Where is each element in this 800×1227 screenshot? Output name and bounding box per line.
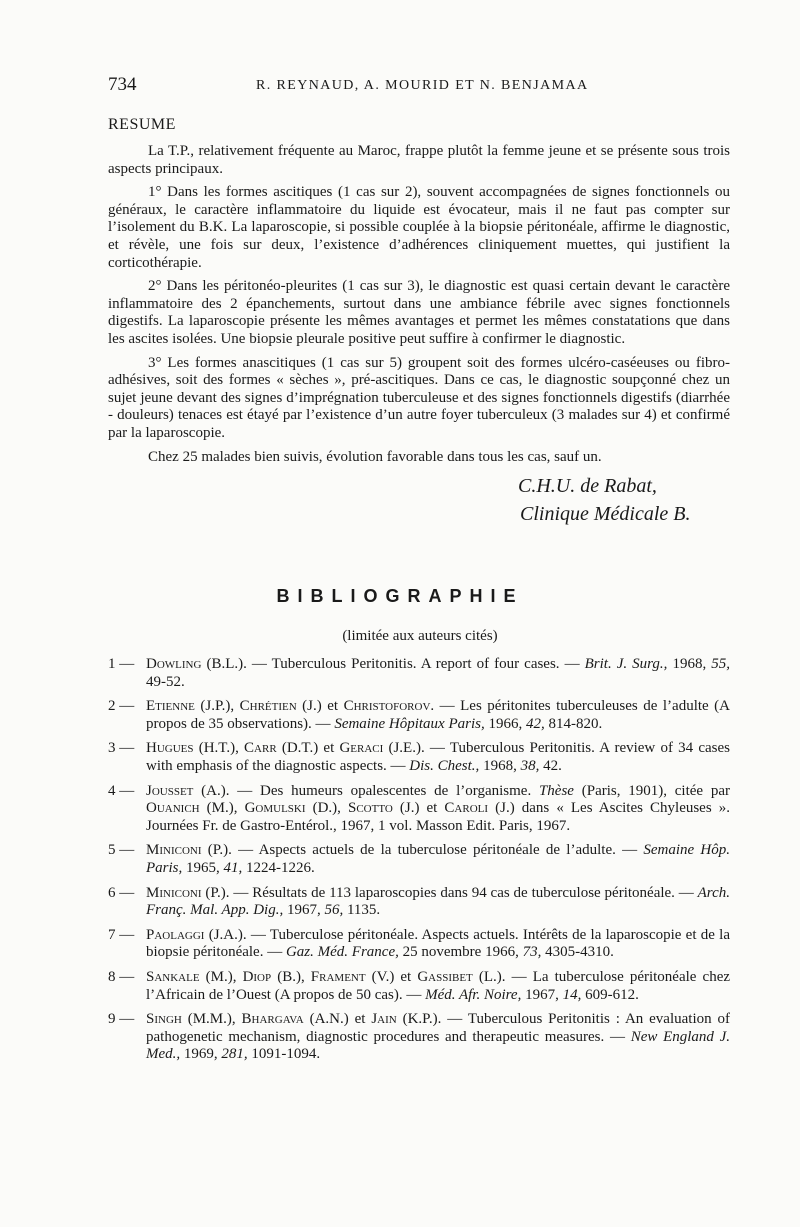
author-name: Ouanich [146, 800, 200, 817]
reference-text [146, 842, 730, 877]
citation-text: (Paris, 1901), citée par [573, 782, 731, 799]
citation-text: (M.M.), [181, 1011, 242, 1028]
citation-italic: 38, [520, 757, 540, 774]
author-name: Scotto [348, 800, 393, 817]
reference-number: 7 — [108, 926, 135, 943]
reference-item [108, 1011, 730, 1064]
reference-item [108, 927, 730, 962]
citation-text: (H.T.), [193, 740, 245, 757]
author-name: Miniconi [146, 884, 202, 901]
author-name: Paolaggi [146, 926, 205, 943]
citation-text: (D.), [305, 800, 348, 817]
citation-italic: 42, [525, 715, 545, 732]
reference-number: 2 — [108, 698, 135, 715]
citation-text: (J.A.). — Tuberculose péritonéale. Aspects actuels. Intérêts de la laparoscopie et de la biopsie péritonéale. — [146, 926, 730, 961]
citation-text: 4305-4310. [541, 944, 614, 961]
affiliation-signature [518, 472, 691, 528]
affiliation-line: C.H.U. de Rabat, [518, 475, 657, 497]
citation-text: 25 novembre 1966, [398, 944, 523, 961]
citation-text: 42. [539, 757, 562, 774]
author-name: Carr [244, 740, 277, 757]
author-name: Singh [146, 1011, 182, 1028]
citation-text: 49-52. [146, 673, 185, 690]
reference-number: 8 — [108, 968, 135, 985]
citation-italic: Thèse [538, 782, 574, 799]
author-name: Geraci [339, 740, 384, 757]
author-name: Chrétien [239, 698, 297, 715]
resume-paragraph: Chez 25 malades bien suivis, évolution favorable dans tous les cas, sauf un. [148, 448, 602, 465]
citation-text: (P.). — Résultats de 113 laparoscopies dans 94 cas de tuberculose péritonéale. — [201, 884, 698, 901]
citation-text: (M.), [199, 800, 245, 817]
citation-text: 814-820. [544, 715, 603, 732]
citation-text: 1967, [521, 986, 563, 1003]
reference-item [108, 783, 730, 836]
page-number: 734 [108, 74, 137, 95]
reference-text [146, 885, 730, 920]
citation-italic: Gaz. Méd. France, [285, 944, 399, 961]
author-name: Miniconi [146, 842, 202, 859]
author-name: Caroli [444, 800, 489, 817]
author-name: Christoforov [343, 698, 431, 715]
author-name: Sankale [146, 968, 200, 985]
citation-italic: 73, [522, 944, 542, 961]
citation-text: (J.) dans « Les Ascites Chyleuses ». Journées Fr. de Gastro-Entérol., 1967, 1 vol. Masson Edit. Paris, 1967. [146, 800, 730, 834]
citation-italic: New England J. Med., [146, 1028, 731, 1063]
citation-italic: 41, [223, 859, 243, 876]
reference-number: 9 — [108, 1011, 135, 1028]
citation-text: . — Les péritonites tuberculeuses de l’adulte (A propos de 35 observations). — [146, 698, 731, 732]
citation-text: (P.). — Aspects actuels de la tuberculose péritonéale de l’adulte. — [201, 842, 644, 859]
resume-paragraph: 3° Les formes anascitiques (1 cas sur 5) groupent soit des formes ulcéro-caséeuses ou fibro-adhésives, soit des formes « sèches », pré-ascitiques. Dans ce cas, le diagnostic soupçonné chez un sujet jeune devant des signes d’imprégnation tuberculeuse et des signes fonctionnels digestifs (diarrhée - douleurs) tenaces est étayé par l’existence d’un autre foyer tuberculeux (3 malades sur 4) et confirmé par la laparoscopie. [108, 354, 730, 441]
author-name: Hugues [146, 740, 194, 757]
citation-text: (J.) et [296, 698, 344, 715]
citation-text: 1966, [484, 715, 526, 732]
resume-heading: RESUME [108, 116, 176, 133]
citation-text: 609-612. [581, 986, 639, 1003]
citation-text: (K.P.). — Tuberculous Peritonitis : An evaluation of pathogenetic mechanism, diagnostic procedures and therapeutic measures. — [146, 1011, 731, 1045]
reference-item [108, 740, 730, 775]
citation-text: (J.E.). — Tuberculous Peritonitis. A review of 34 cases with emphasis of the diagnostic aspects. — [146, 740, 730, 774]
citation-text: (V.) et [365, 968, 418, 985]
reference-text [146, 969, 730, 1004]
bibliography-title: BIBLIOGRAPHIE [276, 586, 524, 606]
citation-text: (B.), [271, 968, 311, 985]
citation-text: 1135. [343, 902, 381, 919]
reference-number: 3 — [108, 740, 135, 757]
reference-item [108, 698, 730, 733]
resume-paragraph: La T.P., relativement fréquente au Maroc, frappe plutôt la femme jeune et se présente sous trois aspects principaux. [108, 143, 730, 177]
author-name: Diop [242, 968, 272, 985]
author-name: Etienne [146, 698, 195, 715]
resume-body [108, 143, 730, 472]
citation-italic: Brit. J. Surg., [584, 656, 668, 672]
citation-italic: Dis. Chest., [409, 757, 480, 774]
reference-number: 5 — [108, 842, 135, 859]
author-name: Jousset [146, 782, 194, 799]
citation-text: (B.L.). — Tuberculous Peritonitis. A report of four cases. — [201, 656, 585, 672]
reference-list [108, 656, 730, 1071]
citation-italic: Arch. Franç. Mal. App. Dig., [146, 884, 730, 919]
citation-text: (D.T.) et [276, 740, 340, 757]
citation-text: (A.N.) et [303, 1011, 372, 1028]
citation-text: 1967, [283, 902, 325, 919]
resume-paragraph: 1° Dans les formes ascitiques (1 cas sur 2), souvent accompagnées de signes fonctionnels ou généraux, le caractère inflammatoire du liquide est évocateur, mais il ne faut pas compter sur l’isolement du B.K. La laparoscopie, si possible couplée à la biopsie péritonéale, affirme le diagnostic, et révèle, une fois sur deux, l’existence d’adhérences cliniquement muettes, qui justifient la corticothérapie. [108, 184, 730, 271]
author-name: Bhargava [241, 1011, 304, 1028]
author-name: Frament [310, 968, 366, 985]
citation-text: 1224-1226. [242, 859, 315, 876]
reference-text [146, 698, 730, 733]
bibliography-subtitle: (limitée aux auteurs cités) [342, 628, 498, 644]
citation-text: (A.). — Des humeurs opalescentes de l’organisme. [193, 782, 539, 799]
citation-text: 1968, [479, 757, 521, 774]
reference-number: 1 — [108, 656, 135, 672]
citation-text: 1969, [180, 1046, 222, 1063]
citation-text: (J.) et [392, 800, 445, 817]
resume-paragraph: 2° Dans les péritonéo-pleurites (1 cas sur 3), le diagnostic est quasi certain devant le caractère inflammatoire des 2 épanchements, surtout dans une ambiance fébrile avec signes fonctionnels digestifs. La laparoscopie présente les mêmes avantages et permet les mêmes constatations que dans les ascites isolées. Une biopsie pleurale positive peut suffire à confirmer le diagnostic. [108, 278, 730, 347]
author-name: Dowling [146, 656, 202, 672]
citation-text: (L.). — La tuberculose péritonéale chez l’Africain de l’Ouest (A propos de 50 cas). — [146, 968, 731, 1003]
citation-text: 1968, [667, 656, 712, 672]
citation-italic: 56, [324, 902, 344, 919]
reference-text [146, 783, 730, 836]
citation-italic: 14, [562, 986, 582, 1003]
running-head: R. REYNAUD, A. MOURID ET N. BENJAMAA [256, 78, 589, 93]
citation-italic: Semaine Hôpitaux Paris, [334, 715, 485, 732]
citation-italic: Semaine Hôp. Paris, [146, 842, 730, 876]
citation-text: (M.), [199, 968, 243, 985]
reference-text [146, 656, 730, 691]
citation-italic: Méd. Afr. Noire, [425, 986, 522, 1003]
citation-italic: 281, [221, 1046, 248, 1063]
reference-item [108, 842, 730, 877]
author-name: Jain [371, 1011, 397, 1028]
reference-item [108, 656, 730, 691]
reference-item [108, 885, 730, 920]
reference-number: 6 — [108, 884, 135, 901]
author-name: Gomulski [244, 800, 306, 817]
citation-italic: 55, [711, 656, 730, 672]
page-header [108, 74, 728, 98]
affiliation-line: Clinique Médicale B. [520, 503, 691, 525]
reference-text [146, 1011, 730, 1064]
reference-item [108, 969, 730, 1004]
reference-number: 4 — [108, 782, 135, 799]
citation-text: 1965, [182, 859, 224, 876]
reference-text [146, 927, 730, 962]
citation-text: 1091-1094. [247, 1046, 321, 1063]
citation-text: (J.P.), [194, 698, 240, 715]
reference-text [146, 740, 730, 775]
author-name: Gassibet [417, 968, 473, 985]
